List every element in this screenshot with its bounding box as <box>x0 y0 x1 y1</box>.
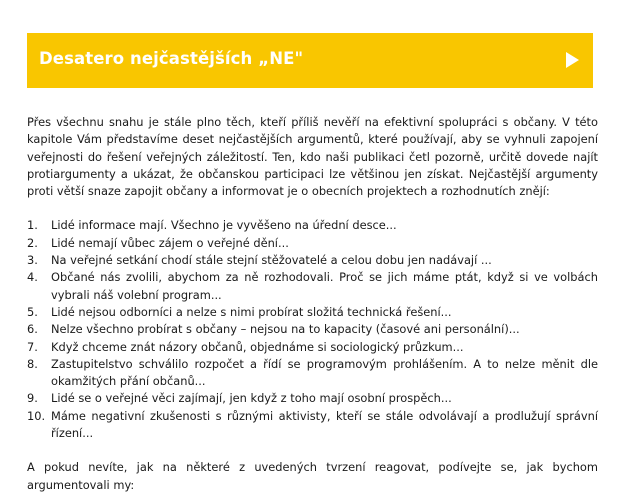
list-item-text: Zastupitelstvo schválilo rozpočet a řídí se programovým prohlášením. A to nelze měnit dle okamžitých přání občanů... <box>51 356 598 389</box>
list-item <box>27 321 598 338</box>
list-item-text: Když chceme znát názory občanů, objednáme si sociologický průzkum... <box>51 339 464 354</box>
list-item <box>27 356 598 391</box>
list-item <box>27 339 598 356</box>
list-item <box>27 235 598 252</box>
play-arrow-icon <box>566 52 579 68</box>
list-item-number: 5. <box>27 304 38 319</box>
list-item-number: 4. <box>27 270 38 285</box>
list-item <box>27 217 598 234</box>
list-item-number: 2. <box>27 235 38 250</box>
list-item-text: Na veřejné setkání chodí stále stejní stěžovatelé a celou dobu jen nadávají ... <box>51 253 492 268</box>
list-item-number: 1. <box>27 218 38 233</box>
list-item-number: 9. <box>27 391 38 406</box>
list-item-text: Nelze všechno probírat s občany – nejsou na to kapacity (časové ani personální)... <box>51 322 520 337</box>
list-item-number: 7. <box>27 339 38 354</box>
list-item <box>27 252 598 269</box>
list-item-number: 10. <box>27 408 46 423</box>
list-item-text: Lidé se o veřejné věci zajímají, jen když z toho mají osobní prospěch... <box>51 391 452 406</box>
list-item-text: Občané nás zvolili, abychom za ně rozhodovali. Proč se jich máme ptát, když si ve volbách vybrali náš volební program... <box>51 270 598 302</box>
list-item <box>27 269 598 304</box>
list-item <box>27 304 598 321</box>
section-title: Desatero nejčastějších „NE" <box>39 49 304 68</box>
list-item-number: 8. <box>27 356 38 371</box>
list-item-number: 6. <box>27 322 38 337</box>
section-banner <box>27 33 593 88</box>
arguments-list <box>27 217 598 442</box>
list-item-text: Máme negativní zkušenosti s různými aktivisty, kteří se stále odvolávají a prodlužují správní řízení... <box>51 408 598 441</box>
outro-paragraph: A pokud nevíte, jak na některé z uvedených tvrzení reagovat, podívejte se, jak bychom argumentovali my: <box>27 460 598 492</box>
document-body <box>27 114 598 494</box>
list-item-text: Lidé nejsou odborníci a nelze s nimi probírat složitá technická řešení... <box>51 304 452 319</box>
list-item <box>27 390 598 407</box>
intro-paragraph: Přes všechnu snahu je stále plno těch, kteří příliš nevěří na efektivní spolupráci s občany. V této kapitole Vám představíme deset nejčastějších argumentů, které používají, aby se vyhnuli zapojení veřejnosti do řešení veřejných záležitostí. Ten, kdo naši publikaci četl pozorně, určitě dovede najít protiargumenty a ukázat, že občanskou participaci lze většinou jen získat. Nejčastější argumenty proti větší snaze zapojit občany a informovat je o obecních projektech a rozhodnutích znějí: <box>27 115 598 199</box>
list-item-number: 3. <box>27 253 38 268</box>
list-item-text: Lidé informace mají. Všechno je vyvěšeno na úřední desce... <box>51 218 397 233</box>
list-item-text: Lidé nemají vůbec zájem o veřejné dění... <box>51 235 289 250</box>
list-item <box>27 408 598 443</box>
